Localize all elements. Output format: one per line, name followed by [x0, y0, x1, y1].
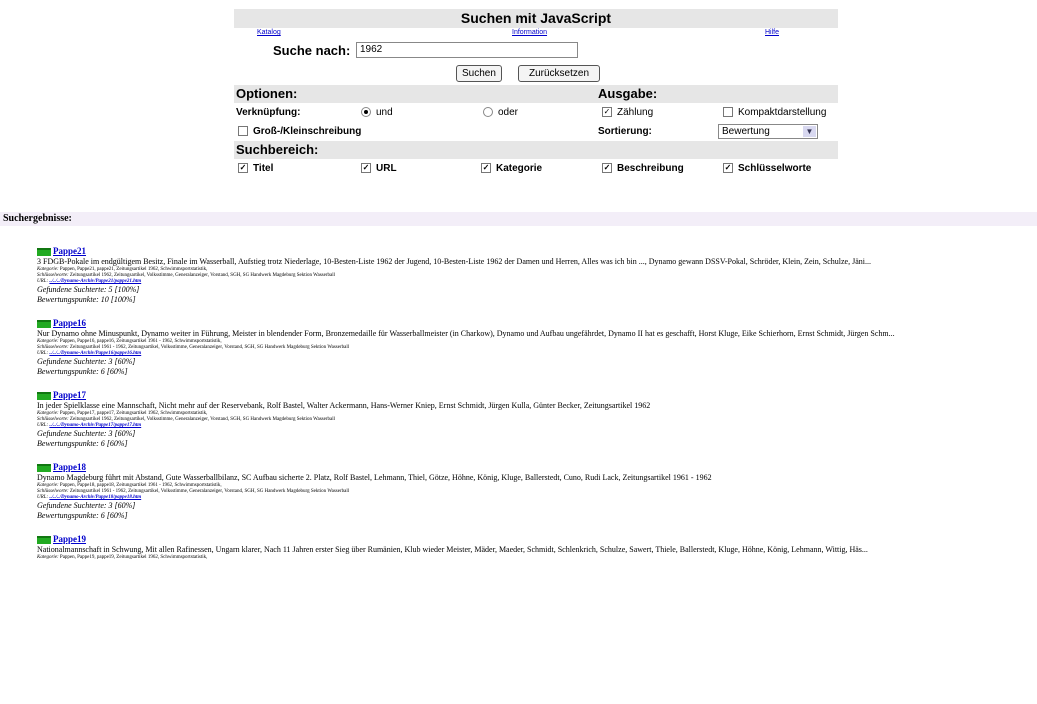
keywords-label: Schlüsselworte: — [37, 345, 69, 350]
radio-icon — [483, 107, 493, 117]
catalog-link[interactable]: Katalog — [257, 29, 281, 36]
results-header: Suchergebnisse: — [0, 212, 1037, 226]
keywords-value: Zeitungsartikel 1961 - 1962, Zeitungsartikel, Volksstimme, Generalanzeiger, Vorstand, SGH, SG Handwerk Magdeburg Sektion Wasserball — [69, 489, 350, 494]
scope-url-label: URL — [376, 163, 397, 174]
result-title-link[interactable]: Pappe17 — [53, 390, 87, 400]
result-found — [37, 501, 1027, 511]
result-url-link[interactable]: ../../../Dynamo-Archiv/Pappe16/pappe16.htm — [49, 351, 142, 356]
points-value: 10 [100%] — [100, 295, 136, 304]
scope-keywords-checkbox[interactable] — [723, 159, 811, 178]
points-value: 6 [60%] — [100, 439, 128, 448]
or-label: oder — [498, 107, 519, 118]
combine-label: Verknüpfung: — [236, 107, 301, 118]
result-item — [37, 390, 1027, 449]
check-icon: ✓ — [482, 163, 490, 173]
result-item — [37, 534, 1027, 561]
result-title-link[interactable]: Pappe19 — [53, 534, 87, 544]
keywords-label: Schlüsselworte: — [37, 273, 69, 278]
url-label: URL: — [37, 279, 49, 284]
category-label: Kategorie: — [37, 411, 59, 416]
result-points — [37, 439, 1027, 449]
result-found — [37, 357, 1027, 367]
help-link[interactable]: Hilfe — [765, 29, 780, 36]
scope-title-label: Titel — [253, 163, 274, 174]
keywords-value: Zeitungsartikel 1962, Zeitungsartikel, Volksstimme, Generalanzeiger, Vorstand, SGH, SG Handwerk Magdeburg Sektion Wasserball — [69, 273, 335, 278]
check-icon: ✓ — [724, 163, 732, 173]
result-description: Nur Dynamo ohne Minuspunkt, Dynamo weiter in Führung, Meister in blendender Form, Bronzemedaille für Wasserballmeister (in Charkow), Dynamo und Aufbau ungefährdet, Dynamo II hat es geschafft, Horst Kluge, Eike Schierhorn, Ernst Schmidt, Jürgen Schm... — [37, 329, 895, 338]
folder-icon — [37, 320, 51, 328]
and-label: und — [376, 107, 393, 118]
scope-title: Suchbereich: — [236, 142, 319, 157]
chevron-down-icon: ▼ — [803, 126, 816, 137]
check-icon: ✓ — [362, 163, 370, 173]
folder-icon — [37, 248, 51, 256]
points-label: Bewertungspunkte: — [37, 511, 99, 520]
result-found — [37, 285, 1027, 295]
scope-header — [234, 141, 838, 159]
checkbox-icon — [723, 107, 733, 117]
compact-checkbox[interactable] — [723, 103, 826, 122]
sort-label: Sortierung: — [598, 126, 652, 137]
search-input[interactable]: 1962 — [356, 42, 578, 58]
case-label: Groß-/Kleinschreibung — [253, 126, 362, 137]
count-checkbox[interactable] — [602, 103, 653, 122]
sort-select[interactable] — [718, 124, 818, 139]
category-label: Kategorie: — [37, 267, 59, 272]
results-list — [37, 246, 1027, 574]
points-label: Bewertungspunkte: — [37, 295, 99, 304]
panel-title: Suchen mit JavaScript — [234, 9, 838, 28]
options-header — [234, 85, 838, 103]
and-radio[interactable] — [361, 103, 393, 122]
category-value: Pappen, Pappe21, pappe21, Zeitungsartikel 1962, Schwimmsportstatistik, — [59, 267, 208, 272]
category-label: Kategorie: — [37, 483, 59, 488]
search-panel — [234, 9, 838, 178]
result-description: 3 FDGB-Pokale im endgültigem Besitz, Finale im Wasserball, Aufstieg trotz Niederlage, 10-Besten-Liste 1962 der Jugend, 10-Besten-Liste 1962 der Damen und Herren, Alles was ich bin ..., Dynamo gewann DSSV-Pokal, Schröder, Klein, Zein, Schulze, Jäni... — [37, 257, 871, 266]
result-item — [37, 246, 1027, 305]
radio-checked-icon — [361, 107, 371, 117]
found-label: Gefundene Suchterte: — [37, 429, 107, 438]
found-value: 3 [60%] — [108, 357, 136, 366]
found-value: 3 [60%] — [108, 429, 136, 438]
combine-row — [234, 103, 838, 122]
category-value: Pappen, Pappe19, pappe19, Zeitungsartikel 1962, Schwimmsportstatistik, — [59, 555, 208, 560]
or-radio[interactable] — [483, 103, 518, 122]
result-url-link[interactable]: ../../../Dynamo-Archiv/Pappe21/pappe21.htm — [49, 279, 142, 284]
compact-label: Kompaktdarstellung — [738, 107, 827, 118]
keywords-label: Schlüsselworte: — [37, 417, 69, 422]
result-item — [37, 318, 1027, 377]
checkbox-icon — [238, 126, 248, 136]
check-icon: ✓ — [603, 163, 611, 173]
scope-description-checkbox[interactable] — [602, 159, 684, 178]
keywords-value: Zeitungsartikel 1961 - 1962, Zeitungsartikel, Volksstimme, Generalanzeiger, Vorstand, SGH, SG Handwerk Magdeburg Sektion Wasserball — [69, 345, 350, 350]
result-description: Nationalmannschaft in Schwung, Mit allen Rafinessen, Ungarn klarer, Nach 11 Jahren erster Sieg über Rumänien, Klub wieder Meister, Mäder, Maeder, Schmidt, Schlenkrich, Schulze, Sawert, Thiele, Ballerstedt, Kluge, Höhne, König, Lehmann, Wittig, Häs... — [37, 545, 868, 554]
folder-icon — [37, 464, 51, 472]
url-label: URL: — [37, 495, 49, 500]
scope-category-checkbox[interactable] — [481, 159, 542, 178]
result-url-link[interactable]: ../../../Dynamo-Archiv/Pappe18/pappe18.htm — [49, 495, 142, 500]
found-value: 5 [100%] — [108, 285, 140, 294]
folder-icon — [37, 392, 51, 400]
reset-button[interactable]: Zurücksetzen — [518, 65, 600, 82]
category-value: Pappen, Pappe17, pappe17, Zeitungsartikel 1962, Schwimmsportstatistik, — [59, 411, 208, 416]
scope-keywords-label: Schlüsselworte — [738, 163, 812, 174]
result-title-link[interactable]: Pappe16 — [53, 318, 87, 328]
found-value: 3 [60%] — [108, 501, 136, 510]
points-label: Bewertungspunkte: — [37, 439, 99, 448]
result-title-link[interactable]: Pappe21 — [53, 246, 87, 256]
check-icon: ✓ — [239, 163, 247, 173]
found-label: Gefundene Suchterte: — [37, 285, 107, 294]
points-label: Bewertungspunkte: — [37, 367, 99, 376]
count-label: Zählung — [617, 107, 654, 118]
check-icon: ✓ — [603, 107, 611, 117]
output-title: Ausgabe: — [598, 86, 658, 101]
result-description: Dynamo Magdeburg führt mit Abstand, Gute Wasserballbilanz, SC Aufbau sicherte 2. Platz, Rolf Bastel, Lehmann, Thiel, Götze, Höhne, König, Kluge, Ballerstedt, Cuno, Rudi Lack, Zeitungsartikel 1961 - 1962 — [37, 473, 712, 482]
folder-icon — [37, 536, 51, 544]
url-label: URL: — [37, 423, 49, 428]
result-points — [37, 295, 1027, 305]
case-checkbox[interactable] — [238, 122, 361, 141]
result-found — [37, 429, 1027, 439]
result-description: In jeder Spielklasse eine Mannschaft, Nicht mehr auf der Reservebank, Rolf Bastel, Walter Ackermann, Hans-Werner Kniep, Ernst Schmidt, Jürgen Kulla, Günter Becker, Zeitungsartikel 1962 — [37, 401, 651, 410]
case-row — [234, 122, 838, 141]
options-title: Optionen: — [236, 86, 298, 101]
category-label: Kategorie: — [37, 339, 59, 344]
scope-description-label: Beschreibung — [617, 163, 684, 174]
result-title-link[interactable]: Pappe18 — [53, 462, 87, 472]
found-label: Gefundene Suchterte: — [37, 501, 107, 510]
result-category — [37, 555, 1027, 561]
url-label: URL: — [37, 351, 49, 356]
points-value: 6 [60%] — [100, 511, 128, 520]
sort-value: Bewertung — [722, 126, 770, 137]
result-item — [37, 462, 1027, 521]
button-row — [234, 63, 838, 85]
search-button[interactable]: Suchen — [456, 65, 502, 82]
search-row — [234, 39, 838, 63]
keywords-value: Zeitungsartikel 1962, Zeitungsartikel, Volksstimme, Generalanzeiger, Vorstand, SGH, SG Handwerk Magdeburg Sektion Wasserball — [69, 417, 335, 422]
category-label: Kategorie: — [37, 555, 59, 560]
scope-category-label: Kategorie — [496, 163, 543, 174]
result-points — [37, 367, 1027, 377]
panel-links — [234, 28, 838, 39]
scope-url-checkbox[interactable] — [361, 159, 397, 178]
found-label: Gefundene Suchterte: — [37, 357, 107, 366]
keywords-label: Schlüsselworte: — [37, 489, 69, 494]
category-value: Pappen, Pappe16, pappe16, Zeitungsartikel 1961 - 1962, Schwimmsportstatistik, — [59, 339, 222, 344]
information-link[interactable]: Information — [512, 29, 548, 36]
category-value: Pappen, Pappe18, pappe18, Zeitungsartikel 1961 - 1962, Schwimmsportstatistik, — [59, 483, 222, 488]
scope-title-checkbox[interactable] — [238, 159, 273, 178]
points-value: 6 [60%] — [100, 367, 128, 376]
search-label: Suche nach: — [273, 43, 351, 58]
result-points — [37, 511, 1027, 521]
result-url-link[interactable]: ../../../Dynamo-Archiv/Pappe17/pappe17.htm — [49, 423, 142, 428]
scope-row — [234, 159, 838, 178]
